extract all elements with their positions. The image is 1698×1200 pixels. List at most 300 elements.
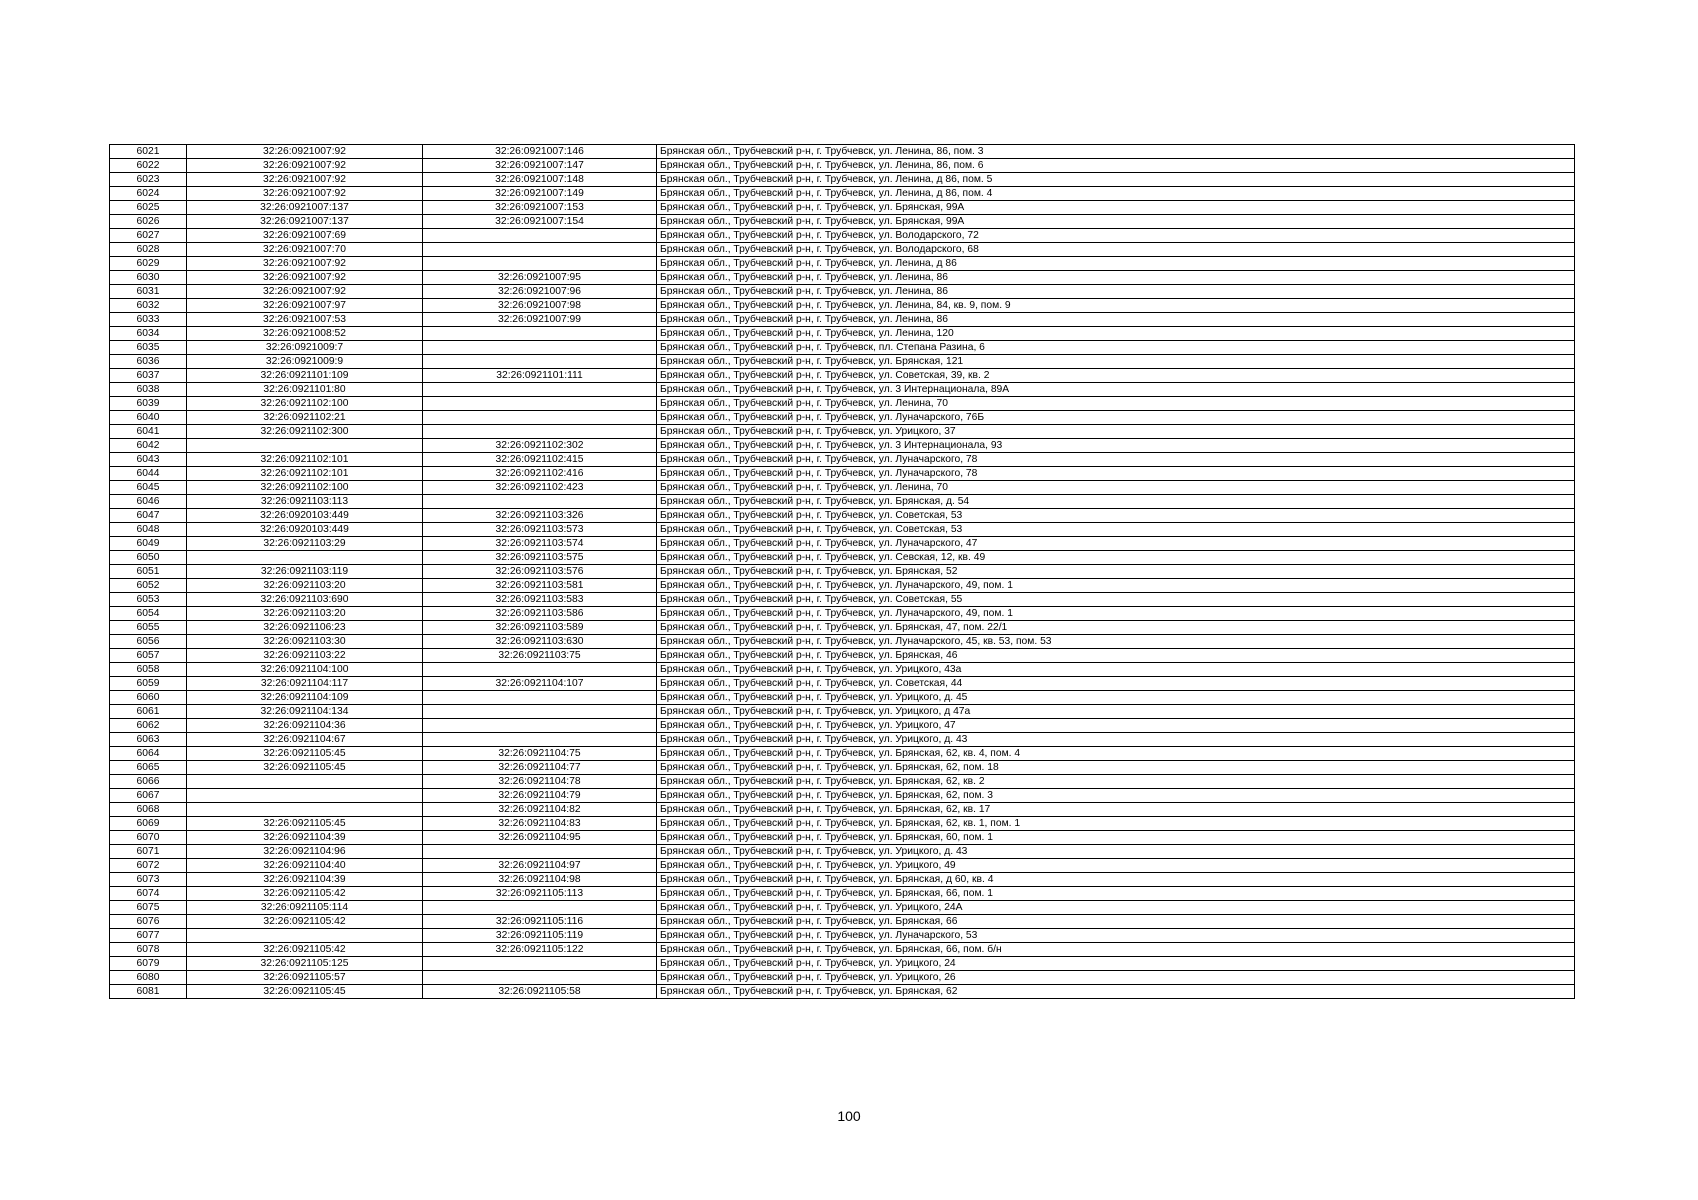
address-cell: Брянская обл., Трубчевский р-н, г. Трубчевск, ул. Урицкого, 24А (657, 901, 1575, 915)
address-cell: Брянская обл., Трубчевский р-н, г. Трубчевск, ул. Брянская, 99А (657, 215, 1575, 229)
table-row (110, 719, 1575, 733)
row-number-cell: 6051 (110, 565, 187, 579)
address-cell: Брянская обл., Трубчевский р-н, г. Трубчевск, ул. Брянская, 99А (657, 201, 1575, 215)
address-cell: Брянская обл., Трубчевский р-н, г. Трубчевск, ул. Брянская, 62, пом. 3 (657, 789, 1575, 803)
address-cell: Брянская обл., Трубчевский р-н, г. Трубчевск, ул. Володарского, 72 (657, 229, 1575, 243)
cadastral-number-cell (423, 229, 657, 243)
row-number-cell: 6058 (110, 663, 187, 677)
parent-cadastral-number-cell: 32:26:0921007:92 (187, 187, 423, 201)
row-number-cell: 6028 (110, 243, 187, 257)
address-cell: Брянская обл., Трубчевский р-н, г. Трубчевск, ул. Советская, 39, кв. 2 (657, 369, 1575, 383)
address-cell: Брянская обл., Трубчевский р-н, г. Трубчевск, ул. Брянская, д. 54 (657, 495, 1575, 509)
table-row (110, 789, 1575, 803)
cadastral-number-cell: 32:26:0921105:122 (423, 943, 657, 957)
row-number-cell: 6034 (110, 327, 187, 341)
row-number-cell: 6031 (110, 285, 187, 299)
table-row (110, 943, 1575, 957)
row-number-cell: 6072 (110, 859, 187, 873)
table-row (110, 229, 1575, 243)
table-row (110, 173, 1575, 187)
cadastral-number-cell: 32:26:0921007:146 (423, 145, 657, 159)
table-row (110, 509, 1575, 523)
parent-cadastral-number-cell: 32:26:0921105:42 (187, 915, 423, 929)
address-cell: Брянская обл., Трубчевский р-н, г. Трубчевск, ул. Ленина, д 86 (657, 257, 1575, 271)
cadastral-number-cell: 32:26:0921104:82 (423, 803, 657, 817)
cadastral-number-cell (423, 383, 657, 397)
address-cell: Брянская обл., Трубчевский р-н, г. Трубчевск, ул. Ленина, 86 (657, 313, 1575, 327)
row-number-cell: 6057 (110, 649, 187, 663)
cadastral-number-cell: 32:26:0921104:79 (423, 789, 657, 803)
parent-cadastral-number-cell: 32:26:0921103:690 (187, 593, 423, 607)
row-number-cell: 6063 (110, 733, 187, 747)
cadastral-number-cell: 32:26:0921007:95 (423, 271, 657, 285)
row-number-cell: 6064 (110, 747, 187, 761)
address-cell: Брянская обл., Трубчевский р-н, г. Трубчевск, ул. Брянская, д 60, кв. 4 (657, 873, 1575, 887)
row-number-cell: 6039 (110, 397, 187, 411)
row-number-cell: 6037 (110, 369, 187, 383)
page-number: 100 (837, 1108, 861, 1124)
address-cell: Брянская обл., Трубчевский р-н, г. Трубчевск, ул. Брянская, 121 (657, 355, 1575, 369)
row-number-cell: 6065 (110, 761, 187, 775)
row-number-cell: 6062 (110, 719, 187, 733)
cadastral-number-cell: 32:26:0921103:326 (423, 509, 657, 523)
row-number-cell: 6073 (110, 873, 187, 887)
row-number-cell: 6041 (110, 425, 187, 439)
table-row (110, 481, 1575, 495)
address-cell: Брянская обл., Трубчевский р-н, г. Трубчевск, ул. Луначарского, 78 (657, 467, 1575, 481)
cadastral-number-cell: 32:26:0921104:98 (423, 873, 657, 887)
row-number-cell: 6032 (110, 299, 187, 313)
address-cell: Брянская обл., Трубчевский р-н, г. Трубчевск, ул. Советская, 55 (657, 593, 1575, 607)
parent-cadastral-number-cell: 32:26:0921105:42 (187, 943, 423, 957)
row-number-cell: 6070 (110, 831, 187, 845)
table-row (110, 187, 1575, 201)
cadastral-number-cell (423, 719, 657, 733)
parent-cadastral-number-cell: 32:26:0921102:100 (187, 481, 423, 495)
cadastral-number-cell: 32:26:0921102:423 (423, 481, 657, 495)
address-cell: Брянская обл., Трубчевский р-н, г. Трубчевск, ул. 3 Интернационала, 89А (657, 383, 1575, 397)
cadastral-number-cell (423, 411, 657, 425)
parent-cadastral-number-cell: 32:26:0921101:80 (187, 383, 423, 397)
parent-cadastral-number-cell: 32:26:0921007:92 (187, 145, 423, 159)
cadastral-number-cell: 32:26:0921104:107 (423, 677, 657, 691)
cadastral-number-cell (423, 845, 657, 859)
parent-cadastral-number-cell: 32:26:0921104:117 (187, 677, 423, 691)
cadastral-number-cell: 32:26:0921007:148 (423, 173, 657, 187)
cadastral-number-cell: 32:26:0921007:154 (423, 215, 657, 229)
table-row (110, 243, 1575, 257)
table-row (110, 425, 1575, 439)
table-row (110, 957, 1575, 971)
parent-cadastral-number-cell: 32:26:0920103:449 (187, 509, 423, 523)
row-number-cell: 6077 (110, 929, 187, 943)
parent-cadastral-number-cell: 32:26:0921105:45 (187, 817, 423, 831)
address-cell: Брянская обл., Трубчевский р-н, г. Трубчевск, ул. Володарского, 68 (657, 243, 1575, 257)
table-row (110, 985, 1575, 999)
table-row (110, 691, 1575, 705)
address-cell: Брянская обл., Трубчевский р-н, г. Трубчевск, ул. Урицкого, 24 (657, 957, 1575, 971)
address-cell: Брянская обл., Трубчевский р-н, г. Трубчевск, ул. Брянская, 47, пом. 22/1 (657, 621, 1575, 635)
cadastral-number-cell: 32:26:0921104:97 (423, 859, 657, 873)
cadastral-number-cell: 32:26:0921102:416 (423, 467, 657, 481)
row-number-cell: 6022 (110, 159, 187, 173)
row-number-cell: 6060 (110, 691, 187, 705)
address-cell: Брянская обл., Трубчевский р-н, г. Трубчевск, ул. Ленина, 70 (657, 397, 1575, 411)
cadastral-number-cell: 32:26:0921104:77 (423, 761, 657, 775)
cadastral-number-cell: 32:26:0921104:95 (423, 831, 657, 845)
cadastral-number-cell (423, 957, 657, 971)
parent-cadastral-number-cell: 32:26:0921102:101 (187, 453, 423, 467)
parent-cadastral-number-cell: 32:26:0921104:40 (187, 859, 423, 873)
row-number-cell: 6046 (110, 495, 187, 509)
parent-cadastral-number-cell (187, 775, 423, 789)
parent-cadastral-number-cell: 32:26:0921105:42 (187, 887, 423, 901)
address-cell: Брянская обл., Трубчевский р-н, г. Трубчевск, ул. Урицкого, д. 43 (657, 733, 1575, 747)
address-cell: Брянская обл., Трубчевский р-н, г. Трубчевск, ул. Брянская, 66, пом. 1 (657, 887, 1575, 901)
table-row (110, 817, 1575, 831)
table-row (110, 929, 1575, 943)
parent-cadastral-number-cell: 32:26:0921007:92 (187, 173, 423, 187)
parent-cadastral-number-cell: 32:26:0921008:52 (187, 327, 423, 341)
table-row (110, 621, 1575, 635)
row-number-cell: 6040 (110, 411, 187, 425)
table-row (110, 495, 1575, 509)
address-cell: Брянская обл., Трубчевский р-н, г. Трубчевск, ул. Урицкого, д. 45 (657, 691, 1575, 705)
cadastral-number-cell: 32:26:0921103:75 (423, 649, 657, 663)
table-row (110, 299, 1575, 313)
parent-cadastral-number-cell: 32:26:0921007:92 (187, 285, 423, 299)
parent-cadastral-number-cell: 32:26:0921104:100 (187, 663, 423, 677)
table-row (110, 775, 1575, 789)
row-number-cell: 6074 (110, 887, 187, 901)
cadastral-number-cell: 32:26:0921104:75 (423, 747, 657, 761)
table-row (110, 733, 1575, 747)
table-row (110, 215, 1575, 229)
table-row (110, 355, 1575, 369)
table-row (110, 467, 1575, 481)
cadastral-number-cell: 32:26:0921105:119 (423, 929, 657, 943)
parent-cadastral-number-cell: 32:26:0921102:101 (187, 467, 423, 481)
parent-cadastral-number-cell (187, 789, 423, 803)
table-row (110, 593, 1575, 607)
row-number-cell: 6044 (110, 467, 187, 481)
cadastral-number-cell: 32:26:0921007:149 (423, 187, 657, 201)
cadastral-number-cell (423, 705, 657, 719)
cadastral-number-cell: 32:26:0921007:153 (423, 201, 657, 215)
parent-cadastral-number-cell: 32:26:0921104:39 (187, 873, 423, 887)
row-number-cell: 6029 (110, 257, 187, 271)
address-cell: Брянская обл., Трубчевский р-н, г. Трубчевск, ул. Брянская, 66, пом. б/н (657, 943, 1575, 957)
row-number-cell: 6023 (110, 173, 187, 187)
cadastral-number-cell (423, 243, 657, 257)
table-row (110, 439, 1575, 453)
table-row (110, 383, 1575, 397)
cadastral-number-cell (423, 691, 657, 705)
parent-cadastral-number-cell: 32:26:0921105:45 (187, 985, 423, 999)
address-cell: Брянская обл., Трубчевский р-н, г. Трубчевск, ул. 3 Интернационала, 93 (657, 439, 1575, 453)
address-cell: Брянская обл., Трубчевский р-н, г. Трубчевск, ул. Ленина, 84, кв. 9, пом. 9 (657, 299, 1575, 313)
address-cell: Брянская обл., Трубчевский р-н, г. Трубчевск, ул. Брянская, 62, кв. 17 (657, 803, 1575, 817)
cadastral-number-cell (423, 663, 657, 677)
row-number-cell: 6080 (110, 971, 187, 985)
address-cell: Брянская обл., Трубчевский р-н, г. Трубчевск, ул. Урицкого, д. 43 (657, 845, 1575, 859)
cadastral-number-cell: 32:26:0921101:111 (423, 369, 657, 383)
parent-cadastral-number-cell: 32:26:0921104:96 (187, 845, 423, 859)
cadastral-number-cell: 32:26:0921103:573 (423, 523, 657, 537)
parent-cadastral-number-cell: 32:26:0921009:7 (187, 341, 423, 355)
row-number-cell: 6076 (110, 915, 187, 929)
row-number-cell: 6045 (110, 481, 187, 495)
table-row (110, 397, 1575, 411)
parent-cadastral-number-cell: 32:26:0921103:30 (187, 635, 423, 649)
cadastral-number-cell: 32:26:0921007:98 (423, 299, 657, 313)
address-cell: Брянская обл., Трубчевский р-н, г. Трубчевск, ул. Луначарского, 53 (657, 929, 1575, 943)
row-number-cell: 6026 (110, 215, 187, 229)
parent-cadastral-number-cell (187, 439, 423, 453)
address-cell: Брянская обл., Трубчевский р-н, г. Трубчевск, ул. Брянская, 52 (657, 565, 1575, 579)
row-number-cell: 6030 (110, 271, 187, 285)
row-number-cell: 6049 (110, 537, 187, 551)
cadastral-number-cell (423, 733, 657, 747)
cadastral-number-cell: 32:26:0921007:96 (423, 285, 657, 299)
table-row (110, 313, 1575, 327)
cadastral-number-cell: 32:26:0921103:589 (423, 621, 657, 635)
cadastral-number-cell (423, 341, 657, 355)
cadastral-number-cell (423, 901, 657, 915)
row-number-cell: 6025 (110, 201, 187, 215)
parent-cadastral-number-cell: 32:26:0921103:20 (187, 579, 423, 593)
cadastral-number-cell: 32:26:0921103:576 (423, 565, 657, 579)
row-number-cell: 6038 (110, 383, 187, 397)
parent-cadastral-number-cell: 32:26:0921105:57 (187, 971, 423, 985)
row-number-cell: 6081 (110, 985, 187, 999)
address-cell: Брянская обл., Трубчевский р-н, г. Трубчевск, ул. Брянская, 60, пом. 1 (657, 831, 1575, 845)
row-number-cell: 6059 (110, 677, 187, 691)
row-number-cell: 6033 (110, 313, 187, 327)
table-row (110, 873, 1575, 887)
cadastral-number-cell (423, 327, 657, 341)
parent-cadastral-number-cell: 32:26:0921103:119 (187, 565, 423, 579)
parent-cadastral-number-cell: 32:26:0921105:45 (187, 761, 423, 775)
cadastral-number-cell: 32:26:0921103:583 (423, 593, 657, 607)
parent-cadastral-number-cell (187, 929, 423, 943)
row-number-cell: 6061 (110, 705, 187, 719)
row-number-cell: 6054 (110, 607, 187, 621)
row-number-cell: 6069 (110, 817, 187, 831)
address-cell: Брянская обл., Трубчевский р-н, г. Трубчевск, ул. Ленина, 70 (657, 481, 1575, 495)
table-row (110, 327, 1575, 341)
parent-cadastral-number-cell: 32:26:0921007:92 (187, 159, 423, 173)
address-cell: Брянская обл., Трубчевский р-н, г. Трубчевск, ул. Брянская, 62, кв. 2 (657, 775, 1575, 789)
address-cell: Брянская обл., Трубчевский р-н, г. Трубчевск, ул. Урицкого, 43а (657, 663, 1575, 677)
parent-cadastral-number-cell: 32:26:0921007:69 (187, 229, 423, 243)
table-row (110, 859, 1575, 873)
table-row (110, 551, 1575, 565)
address-cell: Брянская обл., Трубчевский р-н, г. Трубчевск, ул. Ленина, 86, пом. 6 (657, 159, 1575, 173)
cadastral-number-cell: 32:26:0921103:575 (423, 551, 657, 565)
row-number-cell: 6021 (110, 145, 187, 159)
table-row (110, 285, 1575, 299)
parent-cadastral-number-cell: 32:26:0921104:36 (187, 719, 423, 733)
address-cell: Брянская обл., Трубчевский р-н, г. Трубчевск, ул. Луначарского, 49, пом. 1 (657, 607, 1575, 621)
cadastral-number-cell: 32:26:0921105:116 (423, 915, 657, 929)
parent-cadastral-number-cell: 32:26:0921105:45 (187, 747, 423, 761)
address-cell: Брянская обл., Трубчевский р-н, г. Трубчевск, ул. Урицкого, 37 (657, 425, 1575, 439)
cadastral-number-cell (423, 397, 657, 411)
row-number-cell: 6024 (110, 187, 187, 201)
address-cell: Брянская обл., Трубчевский р-н, г. Трубчевск, ул. Брянская, 62, кв. 1, пом. 1 (657, 817, 1575, 831)
row-number-cell: 6052 (110, 579, 187, 593)
table-row (110, 901, 1575, 915)
table-row (110, 607, 1575, 621)
address-cell: Брянская обл., Трубчевский р-н, г. Трубчевск, ул. Урицкого, 47 (657, 719, 1575, 733)
table-row (110, 705, 1575, 719)
table-row (110, 271, 1575, 285)
address-cell: Брянская обл., Трубчевский р-н, г. Трубчевск, ул. Ленина, 120 (657, 327, 1575, 341)
cadastral-number-cell: 32:26:0921105:58 (423, 985, 657, 999)
parent-cadastral-number-cell: 32:26:0921007:137 (187, 201, 423, 215)
row-number-cell: 6042 (110, 439, 187, 453)
row-number-cell: 6050 (110, 551, 187, 565)
table-row (110, 159, 1575, 173)
parent-cadastral-number-cell: 32:26:0921102:21 (187, 411, 423, 425)
table-row (110, 831, 1575, 845)
address-cell: Брянская обл., Трубчевский р-н, г. Трубчевск, ул. Брянская, 46 (657, 649, 1575, 663)
address-cell: Брянская обл., Трубчевский р-н, г. Трубчевск, ул. Урицкого, 49 (657, 859, 1575, 873)
cadastral-number-cell: 32:26:0921103:630 (423, 635, 657, 649)
row-number-cell: 6079 (110, 957, 187, 971)
address-cell: Брянская обл., Трубчевский р-н, г. Трубчевск, ул. Урицкого, 26 (657, 971, 1575, 985)
parent-cadastral-number-cell: 32:26:0921009:9 (187, 355, 423, 369)
cadastral-number-cell (423, 971, 657, 985)
address-cell: Брянская обл., Трубчевский р-н, г. Трубчевск, ул. Урицкого, д 47а (657, 705, 1575, 719)
address-cell: Брянская обл., Трубчевский р-н, г. Трубчевск, ул. Брянская, 62 (657, 985, 1575, 999)
parent-cadastral-number-cell: 32:26:0921104:39 (187, 831, 423, 845)
address-cell: Брянская обл., Трубчевский р-н, г. Трубчевск, ул. Луначарского, 78 (657, 453, 1575, 467)
address-cell: Брянская обл., Трубчевский р-н, г. Трубчевск, ул. Ленина, 86 (657, 285, 1575, 299)
row-number-cell: 6027 (110, 229, 187, 243)
parent-cadastral-number-cell: 32:26:0921103:113 (187, 495, 423, 509)
table-row (110, 369, 1575, 383)
table-row (110, 845, 1575, 859)
parent-cadastral-number-cell: 32:26:0921007:92 (187, 257, 423, 271)
address-cell: Брянская обл., Трубчевский р-н, г. Трубчевск, ул. Луначарского, 76Б (657, 411, 1575, 425)
address-cell: Брянская обл., Трубчевский р-н, г. Трубчевск, ул. Советская, 44 (657, 677, 1575, 691)
parent-cadastral-number-cell: 32:26:0921103:22 (187, 649, 423, 663)
parent-cadastral-number-cell: 32:26:0921104:134 (187, 705, 423, 719)
cadastral-number-cell (423, 495, 657, 509)
parent-cadastral-number-cell: 32:26:0921007:97 (187, 299, 423, 313)
row-number-cell: 6075 (110, 901, 187, 915)
table-row (110, 747, 1575, 761)
row-number-cell: 6068 (110, 803, 187, 817)
address-cell: Брянская обл., Трубчевский р-н, г. Трубчевск, ул. Ленина, д 86, пом. 4 (657, 187, 1575, 201)
row-number-cell: 6043 (110, 453, 187, 467)
row-number-cell: 6035 (110, 341, 187, 355)
parent-cadastral-number-cell: 32:26:0921102:100 (187, 397, 423, 411)
address-cell: Брянская обл., Трубчевский р-н, г. Трубчевск, ул. Севская, 12, кв. 49 (657, 551, 1575, 565)
address-cell: Брянская обл., Трубчевский р-н, г. Трубчевск, ул. Ленина, 86, пом. 3 (657, 145, 1575, 159)
parent-cadastral-number-cell: 32:26:0921106:23 (187, 621, 423, 635)
property-table (109, 144, 1575, 999)
cadastral-number-cell: 32:26:0921007:99 (423, 313, 657, 327)
row-number-cell: 6055 (110, 621, 187, 635)
address-cell: Брянская обл., Трубчевский р-н, г. Трубчевск, ул. Луначарского, 45, кв. 53, пом. 53 (657, 635, 1575, 649)
table-row (110, 635, 1575, 649)
table-row (110, 971, 1575, 985)
row-number-cell: 6036 (110, 355, 187, 369)
cadastral-number-cell: 32:26:0921102:302 (423, 439, 657, 453)
parent-cadastral-number-cell: 32:26:0921007:92 (187, 271, 423, 285)
table-row (110, 537, 1575, 551)
address-cell: Брянская обл., Трубчевский р-н, г. Трубчевск, ул. Ленина, д 86, пом. 5 (657, 173, 1575, 187)
address-cell: Брянская обл., Трубчевский р-н, г. Трубчевск, ул. Брянская, 62, кв. 4, пом. 4 (657, 747, 1575, 761)
row-number-cell: 6048 (110, 523, 187, 537)
cadastral-number-cell: 32:26:0921103:574 (423, 537, 657, 551)
table-row (110, 257, 1575, 271)
row-number-cell: 6067 (110, 789, 187, 803)
row-number-cell: 6053 (110, 593, 187, 607)
cadastral-number-cell (423, 425, 657, 439)
address-cell: Брянская обл., Трубчевский р-н, г. Трубчевск, ул. Луначарского, 47 (657, 537, 1575, 551)
parent-cadastral-number-cell: 32:26:0921007:53 (187, 313, 423, 327)
address-cell: Брянская обл., Трубчевский р-н, г. Трубчевск, ул. Советская, 53 (657, 509, 1575, 523)
table-row (110, 663, 1575, 677)
parent-cadastral-number-cell: 32:26:0921007:70 (187, 243, 423, 257)
table-row (110, 761, 1575, 775)
address-cell: Брянская обл., Трубчевский р-н, г. Трубчевск, ул. Брянская, 62, пом. 18 (657, 761, 1575, 775)
parent-cadastral-number-cell: 32:26:0921007:137 (187, 215, 423, 229)
parent-cadastral-number-cell (187, 551, 423, 565)
cadastral-number-cell (423, 257, 657, 271)
row-number-cell: 6078 (110, 943, 187, 957)
cadastral-number-cell: 32:26:0921104:83 (423, 817, 657, 831)
cadastral-number-cell: 32:26:0921007:147 (423, 159, 657, 173)
table-row (110, 915, 1575, 929)
row-number-cell: 6056 (110, 635, 187, 649)
table-row (110, 411, 1575, 425)
address-cell: Брянская обл., Трубчевский р-н, г. Трубчевск, ул. Луначарского, 49, пом. 1 (657, 579, 1575, 593)
table-row (110, 887, 1575, 901)
table-row (110, 803, 1575, 817)
cadastral-number-cell: 32:26:0921102:415 (423, 453, 657, 467)
cadastral-number-cell: 32:26:0921103:581 (423, 579, 657, 593)
table-row (110, 145, 1575, 159)
row-number-cell: 6047 (110, 509, 187, 523)
parent-cadastral-number-cell: 32:26:0921104:109 (187, 691, 423, 705)
parent-cadastral-number-cell: 32:26:0921101:109 (187, 369, 423, 383)
table-row (110, 649, 1575, 663)
cadastral-number-cell: 32:26:0921104:78 (423, 775, 657, 789)
parent-cadastral-number-cell: 32:26:0921102:300 (187, 425, 423, 439)
table-row (110, 201, 1575, 215)
address-cell: Брянская обл., Трубчевский р-н, г. Трубчевск, ул. Ленина, 86 (657, 271, 1575, 285)
property-table-body (110, 145, 1575, 999)
address-cell: Брянская обл., Трубчевский р-н, г. Трубчевск, пл. Степана Разина, 6 (657, 341, 1575, 355)
cadastral-number-cell: 32:26:0921103:586 (423, 607, 657, 621)
parent-cadastral-number-cell (187, 803, 423, 817)
cadastral-number-cell: 32:26:0921105:113 (423, 887, 657, 901)
table-row (110, 565, 1575, 579)
parent-cadastral-number-cell: 32:26:0921105:114 (187, 901, 423, 915)
table-row (110, 523, 1575, 537)
parent-cadastral-number-cell: 32:26:0921104:67 (187, 733, 423, 747)
parent-cadastral-number-cell: 32:26:0921103:20 (187, 607, 423, 621)
address-cell: Брянская обл., Трубчевский р-н, г. Трубчевск, ул. Советская, 53 (657, 523, 1575, 537)
table-row (110, 453, 1575, 467)
row-number-cell: 6066 (110, 775, 187, 789)
row-number-cell: 6071 (110, 845, 187, 859)
